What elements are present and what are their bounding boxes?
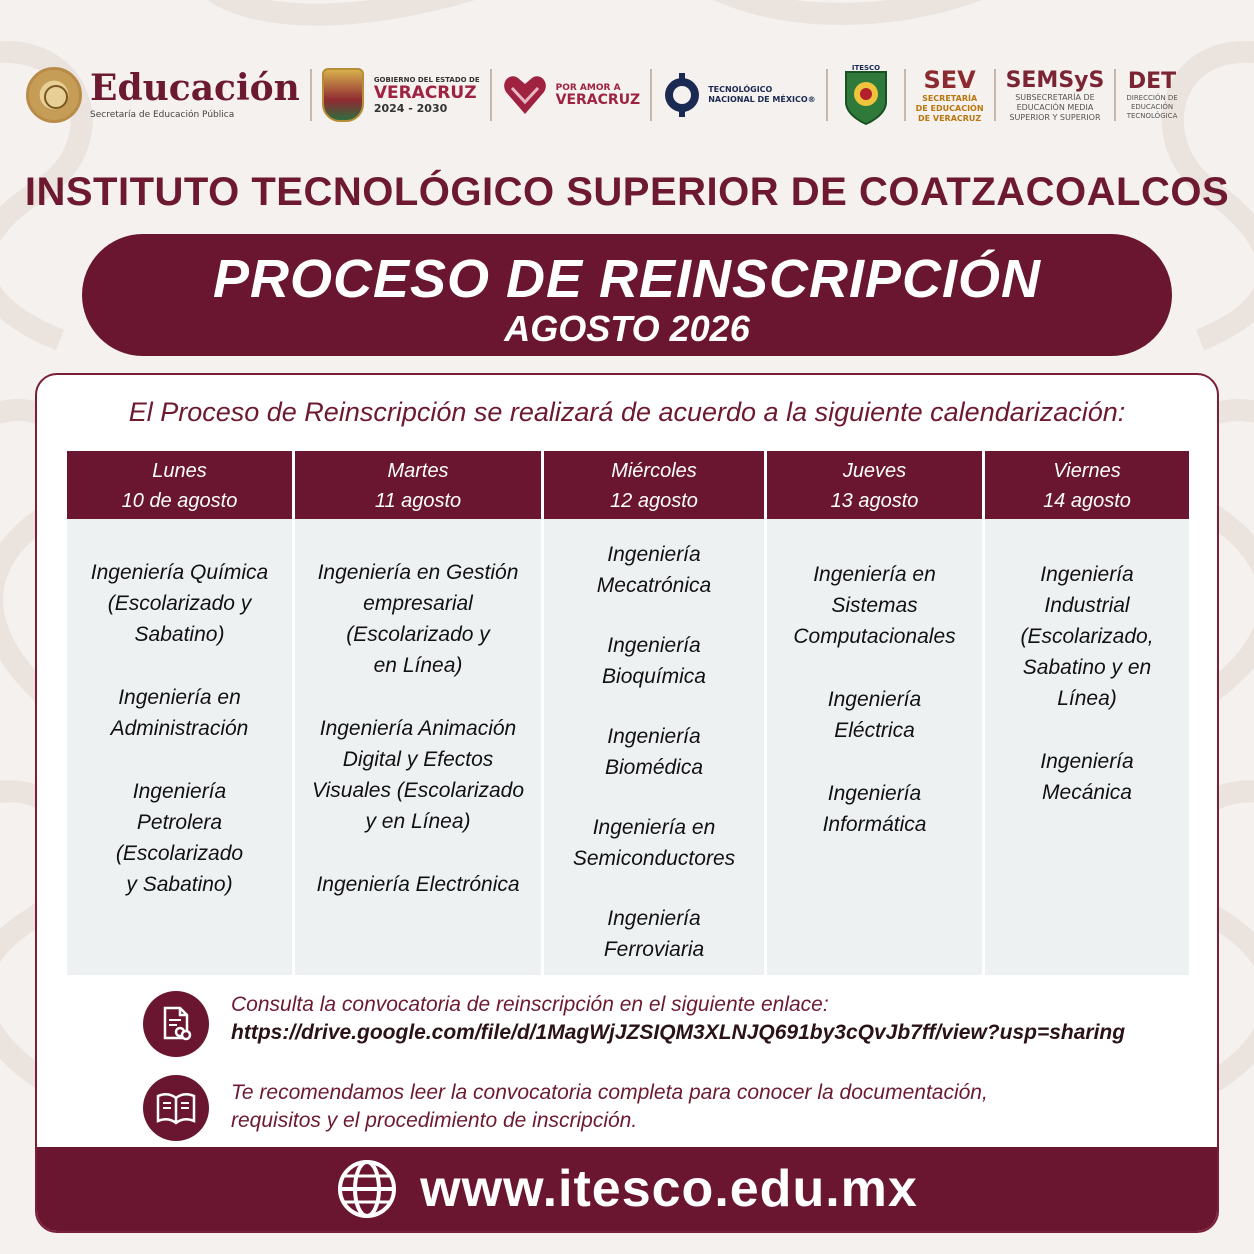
column-day: Martes <box>387 460 449 482</box>
logo-divider <box>310 69 312 121</box>
convocatoria-link[interactable]: https://drive.google.com/file/d/1MagWjJZSIQM3XLNJQ691by3cQvJb7ff/view?usp=sharing <box>231 1021 1126 1044</box>
program-item: Ingeniería en Semiconductores <box>572 816 736 870</box>
educacion-subtitle: Secretaría de Educación Pública <box>90 110 235 120</box>
column-body <box>767 519 982 975</box>
det-big-text: DET <box>1127 69 1177 94</box>
column-body <box>985 519 1189 975</box>
veracruz-years: 2024 - 2030 <box>373 101 448 115</box>
program-item: Ingeniería Química (Escolarizado y Sabatino) <box>90 561 269 646</box>
program-item: Ingeniería Eléctrica <box>827 688 922 742</box>
itesco-shield-icon <box>838 62 894 128</box>
semsys-line1: SUBSECRETARÍA DE <box>1015 92 1095 102</box>
column-header <box>985 451 1189 519</box>
logo-divider <box>904 69 906 121</box>
logo-por-amor <box>502 72 641 118</box>
sev-line2: DE EDUCACIÓN <box>915 104 984 113</box>
heart-icon <box>502 72 548 118</box>
schedule-column-jueves <box>767 451 982 975</box>
amor-big-text: VERACRUZ <box>555 91 641 108</box>
program-item: Ingeniería en Gestión empresarial (Escolarizado y en Línea) <box>317 561 519 677</box>
column-body <box>295 519 541 975</box>
program-item: Ingeniería Petrolera (Escolarizado y Sabatino) <box>115 780 244 896</box>
partner-logos-bar <box>26 50 1232 140</box>
column-date: 13 agosto <box>830 490 919 512</box>
tecnm-line2: NACIONAL DE MÉXICO® <box>708 95 816 104</box>
column-date: 12 agosto <box>610 490 698 512</box>
itesco-label: ITESCO <box>851 64 880 72</box>
convocatoria-link-row <box>143 991 1125 1057</box>
column-date: 14 agosto <box>1043 490 1131 512</box>
det-line2: EDUCACIÓN <box>1130 103 1174 111</box>
schedule-card <box>35 373 1219 1233</box>
column-day: Lunes <box>152 460 207 482</box>
institute-name: INSTITUTO TECNOLÓGICO SUPERIOR DE COATZACOALCOS <box>24 170 1230 214</box>
semsys-line3: SUPERIOR Y SUPERIOR <box>1009 112 1101 122</box>
sev-big-text: SEV <box>923 66 976 94</box>
schedule-column-martes <box>295 451 541 975</box>
banner-subtitle: AGOSTO 2026 <box>504 308 750 349</box>
logo-divider <box>826 69 828 121</box>
det-line3: TECNOLÓGICA <box>1126 112 1178 120</box>
logo-itesco <box>838 62 894 128</box>
tecnm-gear-icon <box>662 69 702 121</box>
column-day: Jueves <box>842 460 907 482</box>
det-line1: DIRECCIÓN DE <box>1126 94 1178 102</box>
sev-line3: DE VERACRUZ <box>917 114 982 123</box>
schedule-column-viernes <box>985 451 1189 975</box>
document-link-icon <box>143 991 209 1057</box>
column-date: 11 agosto <box>374 490 462 512</box>
column-header <box>544 451 764 519</box>
program-item: Ingeniería Informática <box>822 782 927 836</box>
veracruz-small-text: GOBIERNO DEL ESTADO DE <box>373 75 480 84</box>
column-header <box>295 451 541 519</box>
program-item: Ingeniería en Sistemas Computacionales <box>793 563 956 648</box>
program-item: Ingeniería Mecánica <box>1040 750 1134 804</box>
semsys-line2: EDUCACIÓN MEDIA <box>1016 102 1094 112</box>
logo-veracruz <box>322 68 480 122</box>
logo-divider <box>1114 69 1116 121</box>
process-banner <box>82 234 1172 356</box>
column-day: Miércoles <box>611 460 697 482</box>
logo-divider <box>490 69 492 121</box>
program-item: Ingeniería Electrónica <box>316 873 520 896</box>
amor-small-text: POR AMOR A <box>555 82 621 93</box>
open-book-icon <box>143 1075 209 1141</box>
program-item: Ingeniería Mecatrónica <box>596 543 712 597</box>
program-item: Ingeniería Biomédica <box>604 725 704 779</box>
column-day: Viernes <box>1053 460 1121 482</box>
consulta-text: Consulta la convocatoria de reinscripción en el siguiente enlace: <box>231 993 829 1016</box>
schedule-column-miercoles <box>544 451 764 975</box>
program-item: Ingeniería Ferroviaria <box>603 907 705 961</box>
column-body <box>67 519 292 975</box>
program-item: Ingeniería Bioquímica <box>602 634 706 688</box>
tecnm-line1: TECNOLÓGICO <box>708 85 773 94</box>
column-header <box>767 451 982 519</box>
recommendation-row <box>143 1075 988 1141</box>
schedule-intro: El Proceso de Reinscripción se realizará de acuerdo a la siguiente calendarización: <box>128 397 1126 427</box>
veracruz-big-text: VERACRUZ <box>373 82 477 103</box>
column-date: 10 de agosto <box>121 490 238 512</box>
veracruz-shield-icon <box>322 68 364 122</box>
logo-det <box>1126 69 1177 121</box>
program-item: Ingeniería Animación Digital y Efectos Visuales (Escolarizado y en Línea) <box>311 717 525 833</box>
logo-divider <box>994 69 996 121</box>
logo-tecnm <box>662 69 815 121</box>
semsys-big-text: SEMSyS <box>1005 67 1105 93</box>
educacion-wordmark: Educación <box>90 67 300 109</box>
logo-sev <box>916 66 984 124</box>
logo-semsys <box>1006 68 1105 123</box>
schedule-column-lunes <box>67 451 292 975</box>
column-header <box>67 451 292 519</box>
mexico-seal-icon <box>26 67 82 123</box>
website-footer <box>37 1147 1217 1231</box>
recommendation-line1: Te recomendamos leer la convocatoria completa para conocer la documentación, <box>231 1081 988 1104</box>
recommendation-line2: requisitos y el procedimiento de inscripción. <box>231 1109 638 1132</box>
logo-educacion <box>26 67 300 123</box>
program-item: Ingeniería Industrial (Escolarizado, Sabatino y en Línea) <box>1020 563 1154 710</box>
globe-icon <box>336 1158 398 1220</box>
banner-title: PROCESO DE REINSCRIPCIÓN <box>212 249 1042 309</box>
website-url[interactable]: www.itesco.edu.mx <box>420 1160 918 1218</box>
program-item: Ingeniería en Administración <box>110 686 249 740</box>
logo-divider <box>650 69 652 121</box>
sev-line1: SECRETARÍA <box>922 94 978 103</box>
column-body <box>544 519 764 975</box>
schedule-table <box>67 451 1189 975</box>
